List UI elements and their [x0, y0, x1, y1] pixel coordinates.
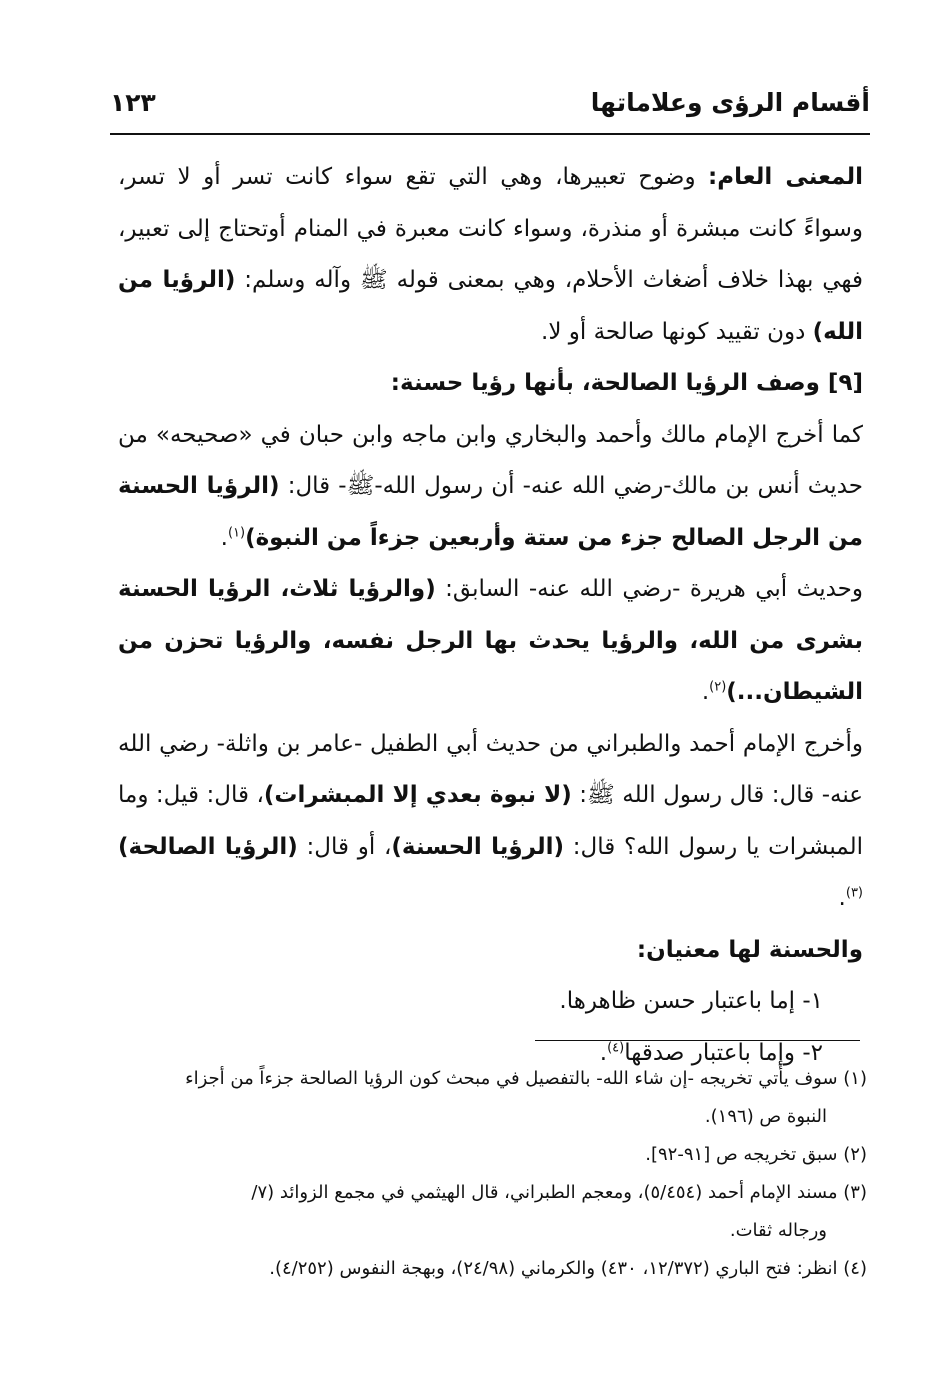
paragraph-text: كما أخرج الإمام مالك وأحمد والبخاري وابن ماجه وابن حبان في «صحيحه» من حديث أنس بن مالك-رضي الله عنه- أن رسول الله-ﷺ- قال: — [118, 421, 863, 499]
paragraph-general-meaning — [118, 152, 863, 358]
hadith-quote: (الرؤيا من الله) — [118, 267, 863, 345]
paragraph-text: وضوح تعبيرها، وهي التي تقع سواء كانت تسر أو لا تسر، وسواءً كانت مبشرة أو منذرة، وسواء كانت معبرة في المنام أوتحتاج إلى تعبير، فهي بهذا خلاف أضغاث الأحلام، وهي بمعنى قوله ﷺ وآله وسلم: — [118, 164, 864, 293]
paragraph-text: ، أو قال: — [297, 833, 392, 860]
footnotes — [112, 1060, 867, 1288]
paragraph-tail: دون تقييد كونها صالحة أو لا. — [541, 318, 813, 345]
paragraph-tail: . — [220, 524, 228, 551]
footnote-number: (٣) — [843, 1182, 867, 1203]
footnote-1 — [112, 1060, 867, 1098]
list-item-text: ٢- وإما باعتبار صدقها — [624, 1039, 823, 1066]
footnote-2 — [112, 1136, 867, 1174]
footnote-4 — [112, 1250, 867, 1288]
footnote-ref-3[interactable]: (٣) — [845, 885, 863, 901]
footnote-ref-4[interactable]: (٤) — [607, 1039, 625, 1055]
paragraph-text: وحديث أبي هريرة -رضي الله عنه- السابق: — [435, 576, 863, 602]
main-text — [118, 152, 863, 1079]
list-item-tail: . — [599, 1039, 608, 1066]
paragraph-text: ، قال: قيل: وما المبشرات يا رسول الله؟ قال: — [118, 782, 863, 860]
footnote-number: (١) — [843, 1068, 867, 1089]
footnote-number: (٢) — [843, 1144, 867, 1165]
hadith-quote: (لا نبوة بعدي إلا المبشرات) — [263, 782, 572, 808]
paragraph-text: وأخرج الإمام أحمد والطبراني من حديث أبي الطفيل -عامر بن واثلة- رضي الله عنه- قال: قال رسول الله ﷺ: — [118, 730, 864, 808]
footnote-ref-1[interactable]: (١) — [227, 524, 246, 540]
chapter-title: أقسام الرؤى وعلاماتها — [590, 88, 870, 117]
paragraph-anas-hadith — [118, 410, 863, 565]
footnote-1-continuation: النبوة ص (١٩٦). — [704, 1106, 827, 1127]
meanings-heading: والحسنة لها معنيان: — [636, 936, 863, 963]
running-header — [110, 88, 870, 130]
footnote-ref-2[interactable]: (٢) — [709, 679, 727, 695]
paragraph-abu-hurayra-hadith — [118, 564, 863, 719]
footnote-number: (٤) — [843, 1258, 867, 1279]
footnote-text: سبق تخريجه ص [٩١-٩٢]. — [645, 1144, 838, 1165]
footnote-3 — [112, 1174, 867, 1212]
footnote-3-continuation: ورجاله ثقات. — [729, 1220, 827, 1241]
footnote-text: مسند الإمام أحمد (٥/٤٥٤)، ومعجم الطبراني، قال الهيثمي في مجمع الزوائد (٧/ — [251, 1182, 838, 1203]
paragraph-tail: . — [838, 885, 846, 911]
section-heading-9: [٩] وصف الرؤيا الصالحة، بأنها رؤيا حسنة: — [390, 370, 863, 396]
header-rule — [110, 133, 870, 135]
page-number: ١٢٣ — [110, 88, 156, 117]
footnote-text: سوف يأتي تخريجه -إن شاء الله- بالتفصيل في مبحث كون الرؤيا الصالحة جزءاً من أجزاء — [185, 1068, 838, 1089]
term-lead: المعنى العام: — [708, 164, 863, 190]
hadith-quote: (الرؤيا الحسنة) — [391, 833, 565, 860]
hadith-quote: (الرؤيا الحسنة من الرجل الصالح جزء من ستة وأربعين جزءاً من النبوة) — [118, 473, 863, 551]
footnote-separator — [535, 1040, 860, 1041]
paragraph-tail: . — [701, 679, 710, 705]
hadith-quote: (والرؤيا ثلاث، الرؤيا الحسنة بشرى من الله، والرؤيا يحدث بها الرجل نفسه، والرؤيا تحزن من الشيطان...) — [118, 576, 863, 705]
hadith-quote: (الرؤيا الصالحة) — [118, 833, 298, 860]
paragraph-abu-tufayl-hadith — [118, 719, 863, 925]
footnote-text: انظر: فتح الباري (١٢/٣٧٢، ٤٣٠) والكرماني (٢٤/٩٨)، وبهجة النفوس (٤/٢٥٢). — [269, 1258, 838, 1279]
list-item-1: ١- إما باعتبار حسن ظاهرها. — [559, 988, 823, 1014]
